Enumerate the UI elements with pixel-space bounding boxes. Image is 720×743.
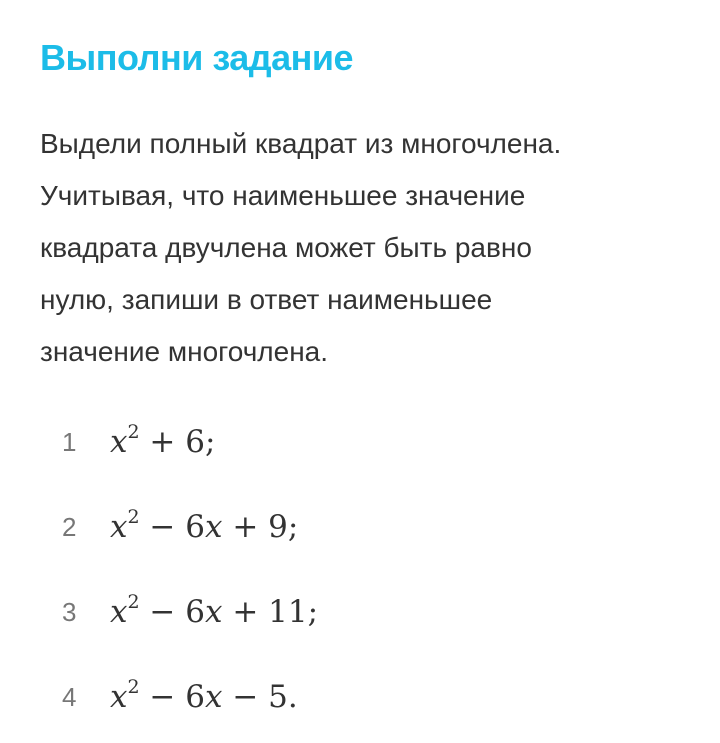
list-item xyxy=(40,420,640,464)
exponent: 2 xyxy=(127,506,140,528)
polynomial xyxy=(110,675,298,719)
variable: x xyxy=(204,679,223,715)
task-line: нулю, запиши в ответ наименьшее xyxy=(40,284,493,315)
variable: x xyxy=(110,594,128,630)
item-number: 3 xyxy=(62,597,77,627)
polynomial-rest: − 6x + 9; xyxy=(139,509,299,545)
polynomial-rest: − 6x − 5. xyxy=(139,679,298,715)
variable: x xyxy=(110,509,128,545)
task-line: Выдели полный квадрат из многочлена. xyxy=(40,128,562,159)
page-title: Выполни задание xyxy=(40,37,354,78)
task-description xyxy=(40,118,680,378)
polynomial xyxy=(110,590,318,634)
exponent: 2 xyxy=(127,591,140,613)
list-item xyxy=(40,590,640,634)
polynomial xyxy=(110,505,298,549)
task-line: квадрата двучлена может быть равно xyxy=(40,232,532,263)
polynomial-rest: − 6x + 11; xyxy=(139,594,319,630)
variable: x xyxy=(204,509,223,545)
variable: x xyxy=(110,424,128,460)
polynomial xyxy=(110,420,215,464)
exponent: 2 xyxy=(127,421,140,443)
item-number: 4 xyxy=(62,682,77,712)
polynomial-rest: + 6; xyxy=(139,424,216,460)
task-line: Учитывая, что наименьшее значение xyxy=(40,180,526,211)
item-number: 1 xyxy=(62,427,77,457)
variable: x xyxy=(204,594,223,630)
item-number: 2 xyxy=(62,512,77,542)
variable: x xyxy=(110,679,128,715)
list-item xyxy=(40,505,640,549)
task-line: значение многочлена. xyxy=(40,336,329,367)
list-item xyxy=(40,675,640,719)
exponent: 2 xyxy=(127,676,140,698)
